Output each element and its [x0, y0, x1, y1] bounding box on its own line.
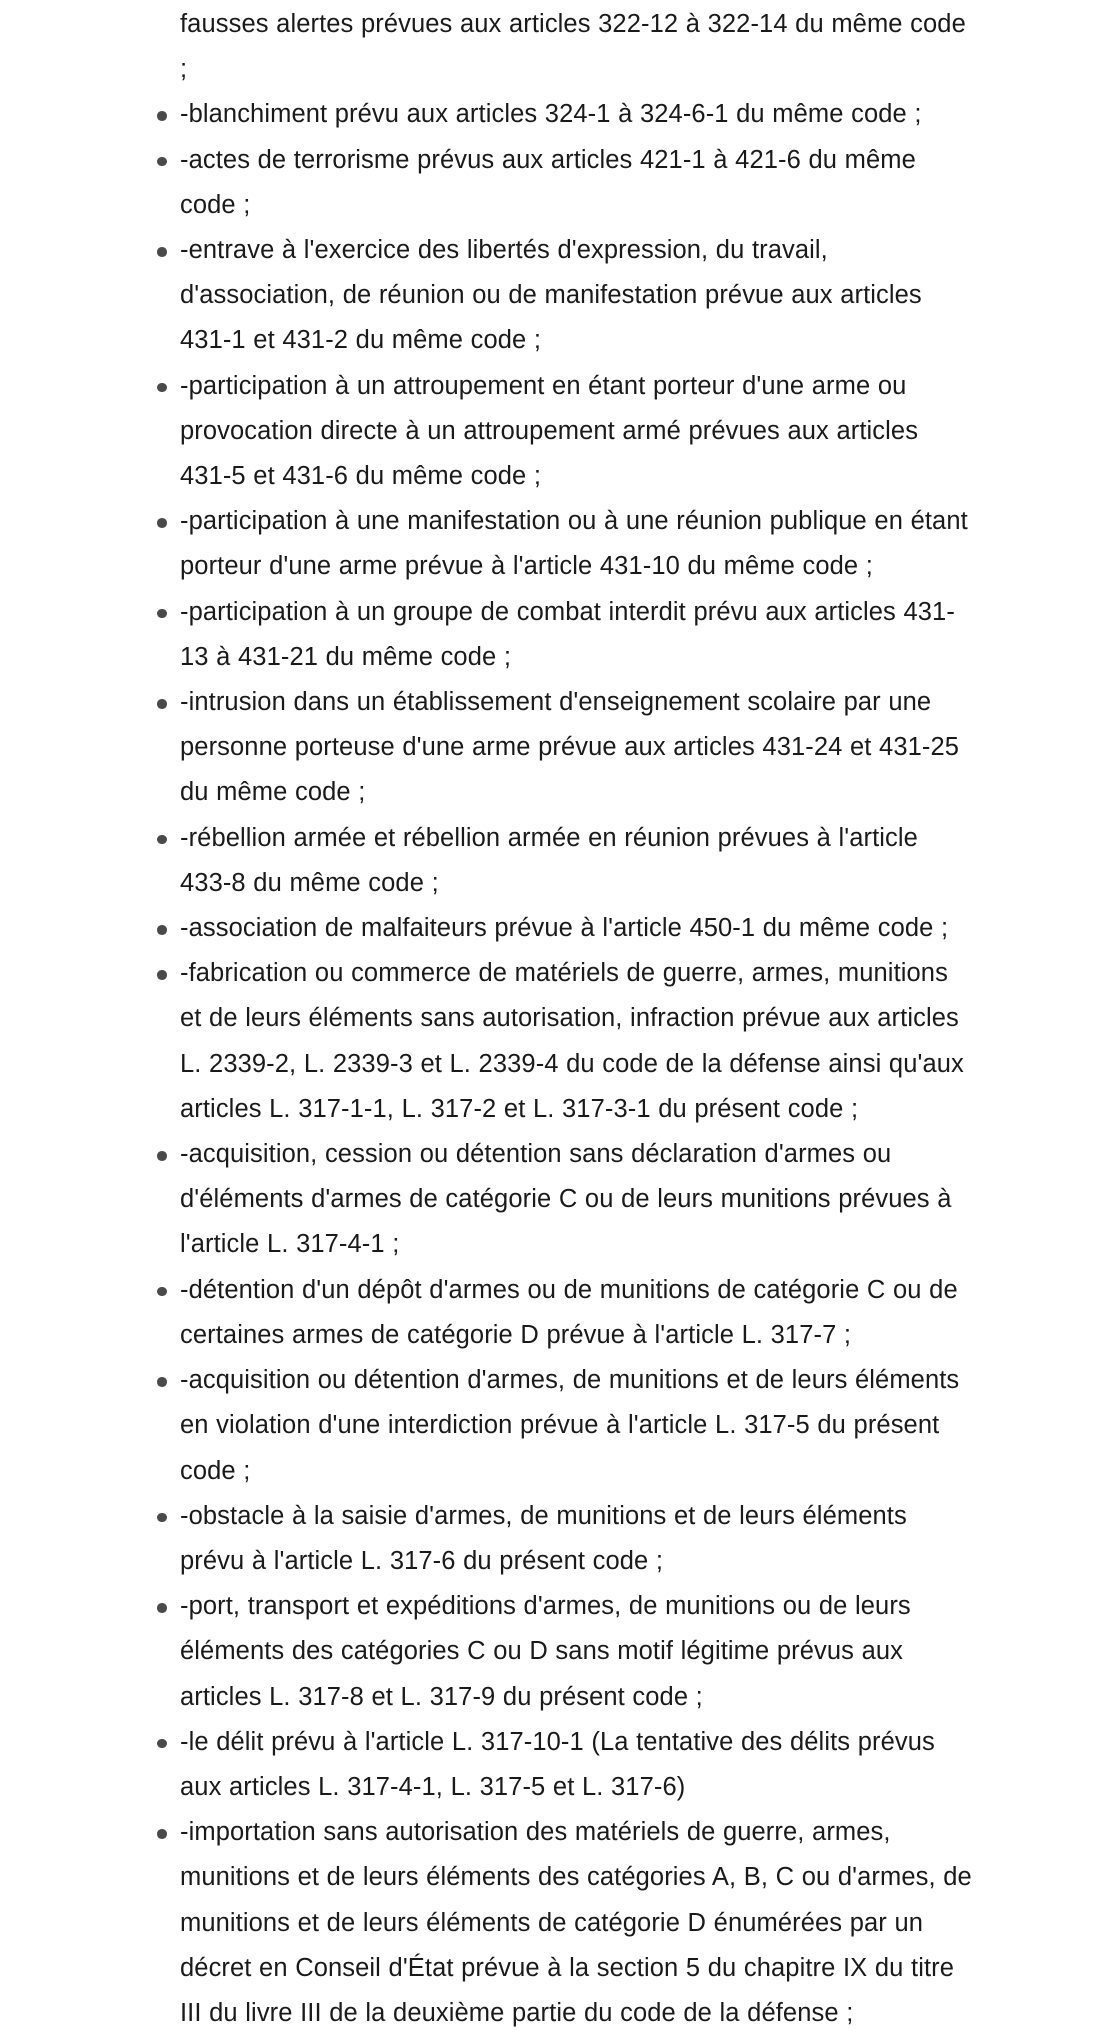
list-item-text: -entrave à l'exercice des libertés d'expression, du travail, d'association, de réunion ou de manifestation prévue aux articles 431-1 et 431-2 du même code ;: [180, 236, 922, 355]
list-item-text: -acquisition, cession ou détention sans déclaration d'armes ou d'éléments d'armes de catégorie C ou de leurs munitions prévues à l'article L. 317-4-1 ;: [180, 1140, 952, 1259]
list-item-text: -blanchiment prévu aux articles 324-1 à 324-6-1 du même code ;: [180, 100, 922, 129]
bullet-point-icon: [157, 925, 167, 935]
bullet-point-icon: [157, 383, 167, 393]
bullet-point-icon: [157, 1151, 167, 1161]
bullet-point-icon: [157, 247, 167, 257]
list-item-text: -actes de terrorisme prévus aux articles 421-1 à 421-6 du même code ;: [180, 145, 916, 219]
list-item: [140, 138, 975, 228]
list-item: [140, 228, 975, 364]
bullet-point-icon: [157, 609, 167, 619]
offence-list: [140, 92, 975, 2036]
bullet-point-icon: [157, 111, 167, 121]
bullet-point-icon: [157, 518, 167, 528]
bullet-point-icon: [157, 970, 167, 980]
list-item-text: -association de malfaiteurs prévue à l'article 450-1 du même code ;: [180, 914, 949, 943]
list-item: [140, 1268, 975, 1358]
list-item: [140, 1132, 975, 1268]
list-item: [140, 1584, 975, 1720]
bullet-point-icon: [157, 1829, 167, 1839]
list-item-text: -participation à un groupe de combat interdit prévu aux articles 431-13 à 431-21 du même code ;: [180, 597, 955, 671]
list-item: [140, 1720, 975, 1810]
list-item: [140, 499, 975, 589]
list-item: [140, 1810, 975, 2036]
list-item: [140, 364, 975, 500]
list-item: [140, 590, 975, 680]
bullet-point-icon: [157, 1287, 167, 1297]
list-item-text: -rébellion armée et rébellion armée en réunion prévues à l'article 433-8 du même code ;: [180, 823, 918, 897]
list-item: [140, 951, 975, 1132]
list-item-text: -obstacle à la saisie d'armes, de munitions et de leurs éléments prévu à l'article L. 317-6 du présent code ;: [180, 1501, 907, 1575]
list-item-text: -participation à un attroupement en étant porteur d'une arme ou provocation directe à un attroupement armé prévues aux articles 431-5 et 431-6 du même code ;: [180, 371, 919, 491]
list-item: [140, 906, 975, 951]
bullet-point-icon: [157, 1513, 167, 1523]
bullet-point-icon: [157, 699, 167, 709]
bullet-point-icon: [157, 157, 167, 167]
list-item: [140, 92, 975, 137]
list-item: [140, 1358, 975, 1494]
list-item: [140, 680, 975, 816]
bullet-point-icon: [157, 1377, 167, 1387]
list-item-text: -fabrication ou commerce de matériels de guerre, armes, munitions et de leurs éléments sans autorisation, infraction prévue aux articles L. 2339-2, L. 2339-3 et L. 2339-4 du code de la défense ainsi qu'aux articles L. 317-1-1, L. 317-2 et L. 317-3-1 du présent code ;: [180, 959, 964, 1123]
bullet-point-icon: [157, 835, 167, 845]
list-item-text: -détention d'un dépôt d'armes ou de munitions de catégorie C ou de certaines armes de catégorie D prévue à l'article L. 317-7 ;: [180, 1275, 958, 1349]
list-item-text: -participation à une manifestation ou à une réunion publique en étant porteur d'une arme prévue à l'article 431-10 du même code ;: [180, 507, 968, 581]
list-item-text: -importation sans autorisation des matériels de guerre, armes, munitions et de leurs éléments des catégories A, B, C ou d'armes, de munitions et de leurs éléments de catégorie D énumérées par un décret en Conseil d'État prévue à la section 5 du chapitre IX du titre III du livre III de la deuxième partie du code de la défense ;: [180, 1818, 972, 2027]
list-item: [140, 816, 975, 906]
list-item-text: -acquisition ou détention d'armes, de munitions et de leurs éléments en violation d'une interdiction prévue à l'article L. 317-5 du présent code ;: [180, 1366, 960, 1485]
list-item-text: -port, transport et expéditions d'armes, de munitions ou de leurs éléments des catégories C ou D sans motif légitime prévus aux articles L. 317-8 et L. 317-9 du présent code ;: [180, 1592, 911, 1711]
bullet-point-icon: [157, 1603, 167, 1613]
list-item-text: -intrusion dans un établissement d'enseignement scolaire par une personne porteuse d'une arme prévue aux articles 431-24 et 431-25 du même code ;: [180, 688, 960, 807]
bullet-point-icon: [157, 1739, 167, 1749]
list-item-text: -le délit prévu à l'article L. 317-10-1 (La tentative des délits prévus aux articles L. 317-4-1, L. 317-5 et L. 317-6): [180, 1727, 935, 1801]
list-item: [140, 1494, 975, 1584]
continued-paragraph: fausses alertes prévues aux articles 322-12 à 322-14 du même code ;: [180, 10, 966, 84]
